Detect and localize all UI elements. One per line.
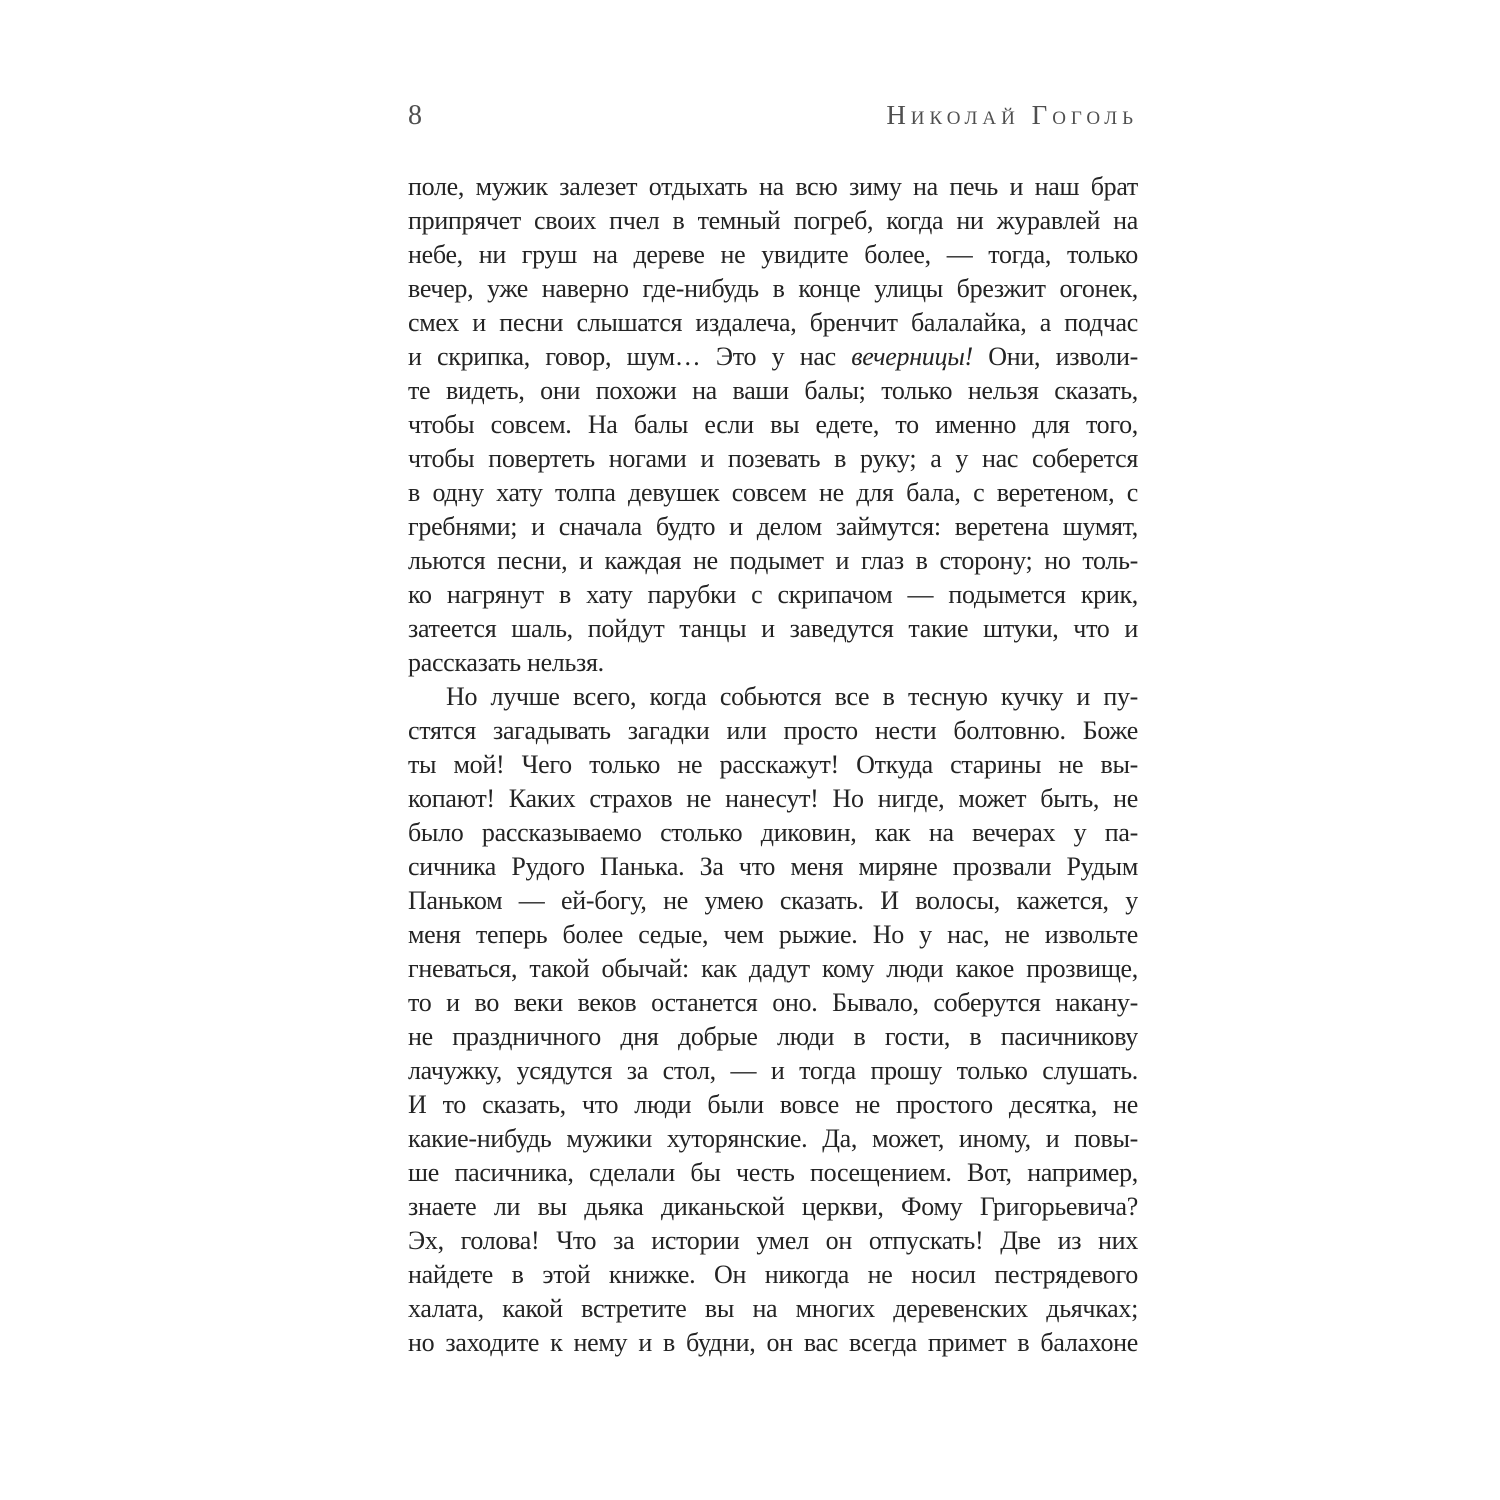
text-segment: чтобы повертеть ногами и позевать в руку; а у нас соберется [408, 444, 1138, 473]
text-line [408, 442, 1138, 476]
text-segment: не праздничного дня добрые люди в гости, в пасичникову [408, 1022, 1138, 1051]
text-segment: вечер, уже наверно где-нибудь в конце улицы брезжит огонек, [408, 274, 1138, 303]
text-segment: смех и песни слышатся издалеча, бренчит балалайка, а подчас [408, 308, 1138, 337]
text-line [408, 952, 1138, 986]
text-line [408, 1292, 1138, 1326]
text-segment: чтобы совсем. На балы если вы едете, то именно для того, [408, 410, 1138, 439]
text-line [408, 476, 1138, 510]
text-line [408, 986, 1138, 1020]
text-segment: ко нагрянут в хату парубки с скрипачом — подымется крик, [408, 580, 1138, 609]
text-segment: копают! Каких страхов не нанесут! Но нигде, может быть, не [408, 784, 1138, 813]
text-line [408, 884, 1138, 918]
text-segment: какие-нибудь мужики хуторянские. Да, может, иному, и повы- [408, 1124, 1138, 1153]
text-segment: рассказать нельзя. [408, 648, 604, 677]
text-line [408, 408, 1138, 442]
text-segment: Они, изволи- [972, 342, 1138, 371]
text-line [408, 544, 1138, 578]
text-segment: Паньком — ей-богу, не умею сказать. И волосы, кажется, у [408, 886, 1138, 915]
text-line [408, 510, 1138, 544]
text-line [408, 646, 1138, 680]
text-line [408, 272, 1138, 306]
text-segment: гребнями; и сначала будто и делом займутся: веретена шумят, [408, 512, 1138, 541]
text-segment: было рассказываемо столько диковин, как на вечерах у па- [408, 818, 1138, 847]
text-line [408, 612, 1138, 646]
text-segment: Но лучше всего, когда собьются все в тесную кучку и пу- [446, 682, 1138, 711]
text-line [408, 340, 1138, 374]
paragraph [408, 680, 1138, 1360]
italic-term: вечерницы! [851, 342, 973, 371]
text-segment: поле, мужик залезет отдыхать на всю зиму на печь и наш брат [408, 172, 1138, 201]
text-segment: халата, какой встретите вы на многих деревенских дьячках; [408, 1294, 1138, 1323]
text-segment: но заходите к нему и в будни, он вас всегда примет в балахоне [408, 1328, 1138, 1357]
text-segment: знаете ли вы дьяка диканьской церкви, Фому Григорьевича? [408, 1192, 1138, 1221]
text-line [408, 1224, 1138, 1258]
text-line [408, 374, 1138, 408]
text-segment: найдете в этой книжке. Он никогда не носил пестрядевого [408, 1260, 1138, 1289]
text-line [408, 816, 1138, 850]
text-segment: льются песни, и каждая не подымет и глаз в сторону; но толь- [408, 546, 1138, 575]
text-line [408, 748, 1138, 782]
text-line [408, 238, 1138, 272]
text-line [408, 1190, 1138, 1224]
text-line [408, 782, 1138, 816]
text-line [408, 850, 1138, 884]
text-line [408, 1122, 1138, 1156]
text-line [408, 1326, 1138, 1360]
text-line [408, 204, 1138, 238]
text-segment: стятся загадывать загадки или просто нести болтовню. Боже [408, 716, 1138, 745]
page-header [408, 100, 1138, 131]
text-line [408, 1054, 1138, 1088]
body-text [408, 170, 1138, 1360]
text-line [408, 1020, 1138, 1054]
text-line [408, 680, 1138, 714]
text-line [408, 1258, 1138, 1292]
text-line [408, 170, 1138, 204]
text-segment: припрячет своих пчел в темный погреб, когда ни журавлей на [408, 206, 1138, 235]
text-line [408, 714, 1138, 748]
text-segment: и скрипка, говор, шум… Это у нас [408, 342, 852, 371]
text-line [408, 918, 1138, 952]
text-segment: затеется шаль, пойдут танцы и заведутся такие штуки, что и [408, 614, 1138, 643]
text-line [408, 1088, 1138, 1122]
text-line [408, 306, 1138, 340]
text-segment: те видеть, они похожи на ваши балы; только нельзя сказать, [408, 376, 1138, 405]
text-segment: в одну хату толпа девушек совсем не для бала, с веретеном, с [408, 478, 1138, 507]
text-segment: небе, ни груш на дереве не увидите более, — тогда, только [408, 240, 1138, 269]
paragraph [408, 170, 1138, 680]
text-segment: то и во веки веков останется оно. Бывало, соберутся накану- [408, 988, 1138, 1017]
text-segment: Эх, голова! Что за истории умел он отпускать! Две из них [408, 1226, 1138, 1255]
text-line [408, 578, 1138, 612]
text-segment: гневаться, такой обычай: как дадут кому люди какое прозвище, [408, 954, 1138, 983]
text-segment: ты мой! Чего только не расскажут! Откуда старины не вы- [408, 750, 1138, 779]
text-segment: И то сказать, что люди были вовсе не простого десятка, не [408, 1090, 1138, 1119]
running-title: Николай Гоголь [886, 100, 1138, 130]
text-segment: меня теперь более седые, чем рыжие. Но у нас, не извольте [408, 920, 1138, 949]
text-line [408, 1156, 1138, 1190]
page-number: 8 [408, 100, 422, 131]
text-segment: ше пасичника, сделали бы честь посещением. Вот, например, [408, 1158, 1138, 1187]
text-segment: лачужку, усядутся за стол, — и тогда прошу только слушать. [408, 1056, 1138, 1085]
text-segment: сичника Рудого Панька. За что меня миряне прозвали Рудым [408, 852, 1138, 881]
